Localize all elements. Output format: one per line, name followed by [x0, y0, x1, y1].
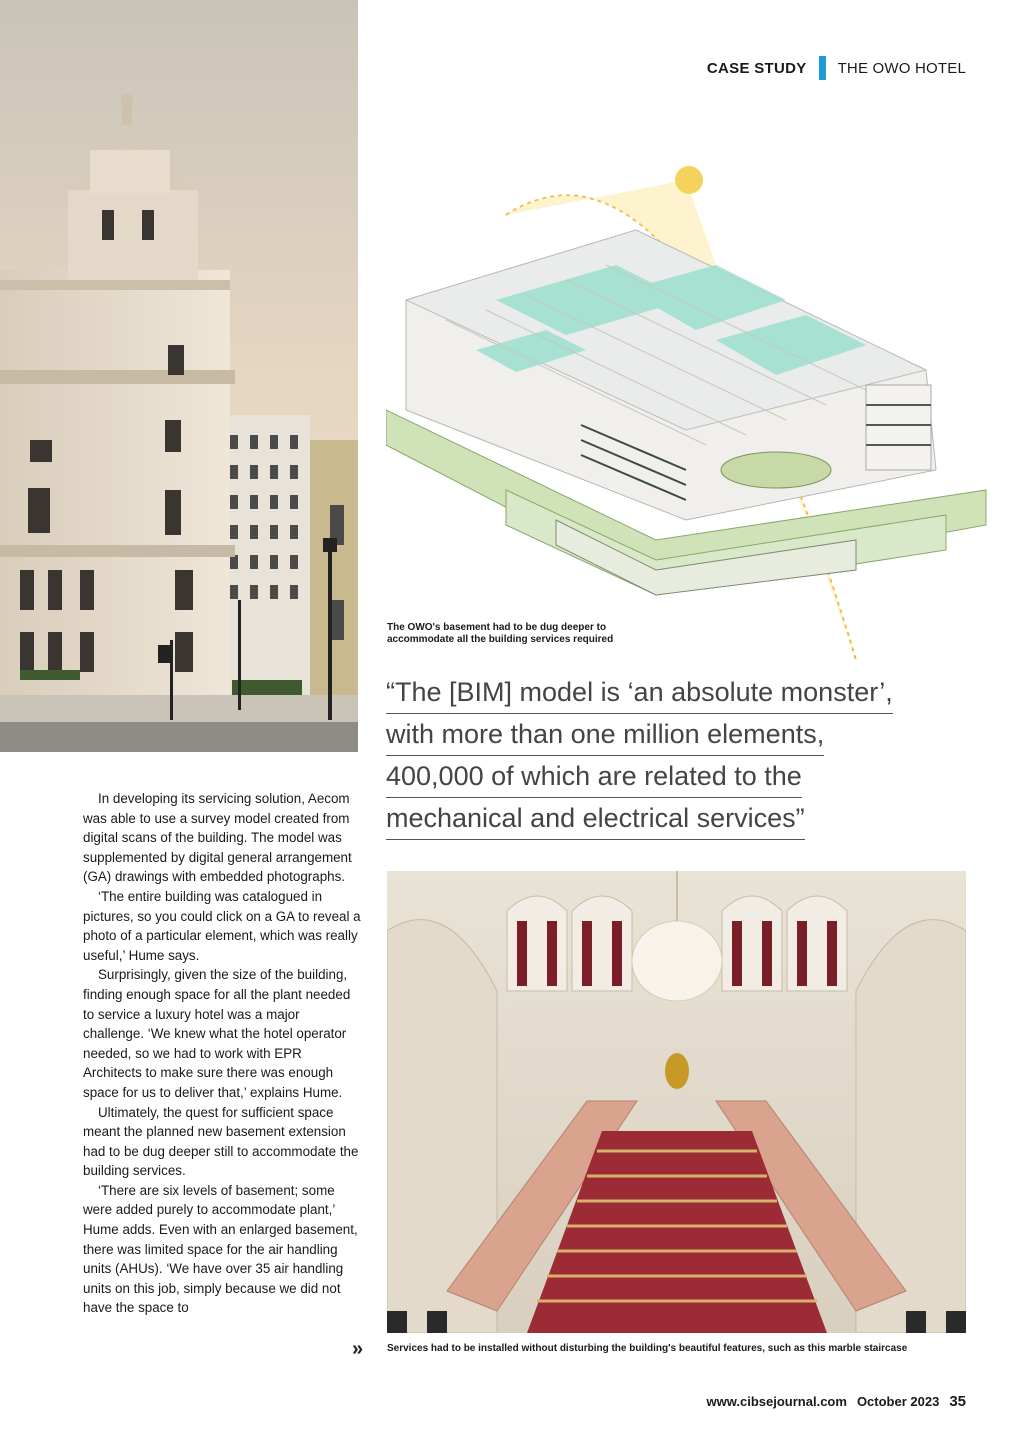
issue-date: October 2023: [856, 1394, 940, 1409]
continue-arrow-icon: »: [352, 1338, 364, 1360]
building-photo: [0, 0, 358, 752]
page-footer: [707, 1393, 966, 1410]
body-paragraph: Ultimately, the quest for sufficient space meant the planned new basement extension had to be dug deeper still to accommodate the building services.: [83, 1104, 359, 1179]
website-link[interactable]: www.cibsejournal.com: [706, 1394, 847, 1409]
body-paragraph: In developing its servicing solution, Aecom was able to use a survey model created from digital scans of the building. The model was supplemented by digital general arrangement (GA) drawings with embedded photographs.: [83, 791, 352, 885]
body-paragraph: ‘There are six levels of basement; some were added purely to accommodate plant,’ Hume adds. Even with an enlarged basement, there was limited space for the air handling units (AHUs). ‘We have over 35 air handling units on this job, simply because we did not have the space to: [83, 1182, 358, 1316]
pull-quote-line: mechanical and electrical services”: [386, 798, 805, 840]
header-accent-bar: [819, 56, 826, 80]
diagram-caption: The OWO's basement had to be dug deeper to accommodate all the building services required: [387, 622, 614, 645]
body-paragraph: ‘The entire building was catalogued in pictures, so you could click on a GA to reveal a photo of a particular element, which was really useful,’ Hume says.: [83, 888, 361, 963]
staircase-photo: [387, 871, 966, 1333]
pull-quote-line: with more than one million elements,: [386, 714, 824, 756]
running-header: [707, 56, 966, 80]
topic-label: THE OWO HOTEL: [837, 59, 966, 77]
article-body: [83, 789, 363, 1318]
pull-quote-line: “The [BIM] model is ‘an absolute monster’,: [386, 672, 893, 714]
pull-quote: [386, 672, 946, 840]
bim-diagram: [386, 140, 996, 660]
body-paragraph: Surprisingly, given the size of the building, finding enough space for all the plant needed to service a luxury hotel was a major challenge. ‘We knew what the hotel operator needed, so we had to work with EPR Architects to make sure there was enough space for us to deliver that,’ explains Hume.: [83, 967, 351, 1100]
section-label: CASE STUDY: [706, 59, 807, 77]
page-number: 35: [949, 1393, 966, 1410]
staircase-caption: Services had to be installed without disturbing the building's beautiful features, such as this marble staircase: [387, 1343, 908, 1354]
pull-quote-line: 400,000 of which are related to the: [386, 756, 802, 798]
